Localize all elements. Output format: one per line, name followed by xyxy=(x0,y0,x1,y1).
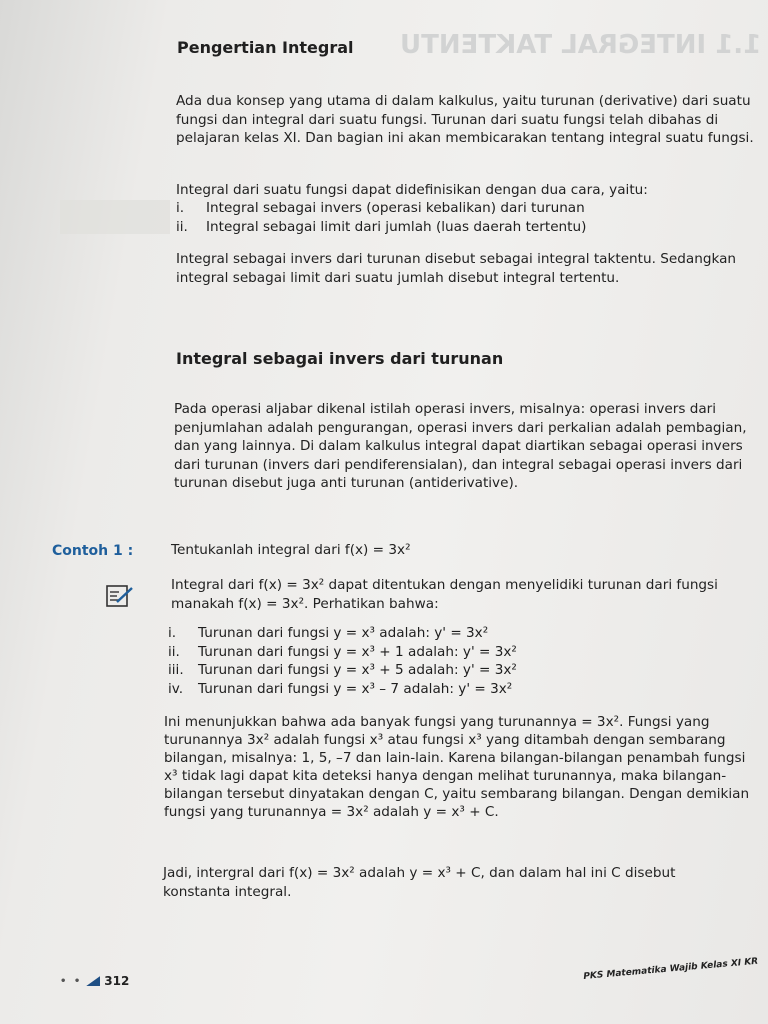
heading-pengertian-integral: Pengertian Integral xyxy=(177,38,354,57)
page-dots: • • xyxy=(60,975,83,987)
book-title: PKS Matematika Wajib Kelas XI KR xyxy=(583,956,759,982)
definition-intro: Integral dari suatu fungsi dapat didefinisikan dengan dua cara, yaitu: xyxy=(176,182,648,198)
note-pencil-icon xyxy=(105,583,135,609)
explanation-paragraph: Ini menunjukkan bahwa ada banyak fungsi yang turunannya = 3x². Fungsi yang turunannya 3x² adalah fungsi x³ atau fungsi x³ yang ditambah dengan sembarang bilangan, misalnya: 1, 5, –7 dan lain-lain. Karena bilangan-bilangan penambah fungsi x³ tidak lagi dapat kita deteksi hanya dengan melihat turunannya, maka bilangan-bilangan tersebut dinyatakan dengan C, yaitu sembarang bilangan. Dengan demikian fungsi yang turunannya = 3x² adalah y = x³ + C. xyxy=(164,714,750,820)
example-question: Tentukanlah integral dari f(x) = 3x² xyxy=(171,542,411,558)
conclusion-paragraph: Jadi, intergral dari f(x) = 3x² adalah y = x³ + C, dan dalam hal ini C disebut konstanta integral. xyxy=(163,865,676,900)
definition-note: Integral sebagai invers dari turunan disebut sebagai integral taktentu. Sedangkan integral sebagai limit dari suatu jumlah disebut integral tertentu. xyxy=(176,251,737,286)
list-item: ii. Integral sebagai limit dari jumlah (luas daerah tertentu) xyxy=(176,218,587,235)
list-item: iii. Turunan dari fungsi y = x³ + 5 adalah: y' = 3x² xyxy=(168,662,517,678)
show-through-heading: 1.1 INTEGRAL TAKTENTU xyxy=(400,30,762,60)
body-paragraph-invers: Pada operasi aljabar dikenal istilah operasi invers, misalnya: operasi invers dari penjumlahan adalah pengurangan, operasi invers dari perkalian adalah pembagian, dan yang lainnya. Di dalam kalkulus integral dapat diartikan sebagai operasi invers dari turunan (invers dari pendiferensialan), dan integral sebagai operasi invers dari turunan disebut juga anti turunan (antiderivative). xyxy=(174,401,747,491)
page-marker-icon xyxy=(86,976,100,986)
list-item: i. Turunan dari fungsi y = x³ adalah: y' = 3x² xyxy=(168,625,489,641)
heading-integral-invers: Integral sebagai invers dari turunan xyxy=(176,349,504,368)
example-label: Contoh 1 : xyxy=(52,543,134,559)
list-item: ii. Turunan dari fungsi y = x³ + 1 adalah: y' = 3x² xyxy=(168,643,517,660)
solution-intro: Integral dari f(x) = 3x² dapat ditentukan dengan menyelidiki turunan dari fungsi manakah f(x) = 3x². Perhatikan bahwa: xyxy=(171,577,718,612)
page-number: • • 312 xyxy=(60,974,130,988)
derivative-steps xyxy=(168,624,728,698)
list-item: i. Integral sebagai invers (operasi kebalikan) dari turunan xyxy=(176,200,585,216)
definition-list xyxy=(176,199,736,236)
list-item: iv. Turunan dari fungsi y = x³ – 7 adalah: y' = 3x² xyxy=(168,680,513,697)
intro-paragraph: Ada dua konsep yang utama di dalam kalkulus, yaitu turunan (derivative) dari suatu fungsi dan integral dari suatu fungsi. Turunan dari suatu fungsi telah dibahas di pelajaran kelas XI. Dan bagian ini akan membicarakan tentang integral suatu fungsi. xyxy=(176,93,754,146)
show-through-band xyxy=(60,200,170,234)
